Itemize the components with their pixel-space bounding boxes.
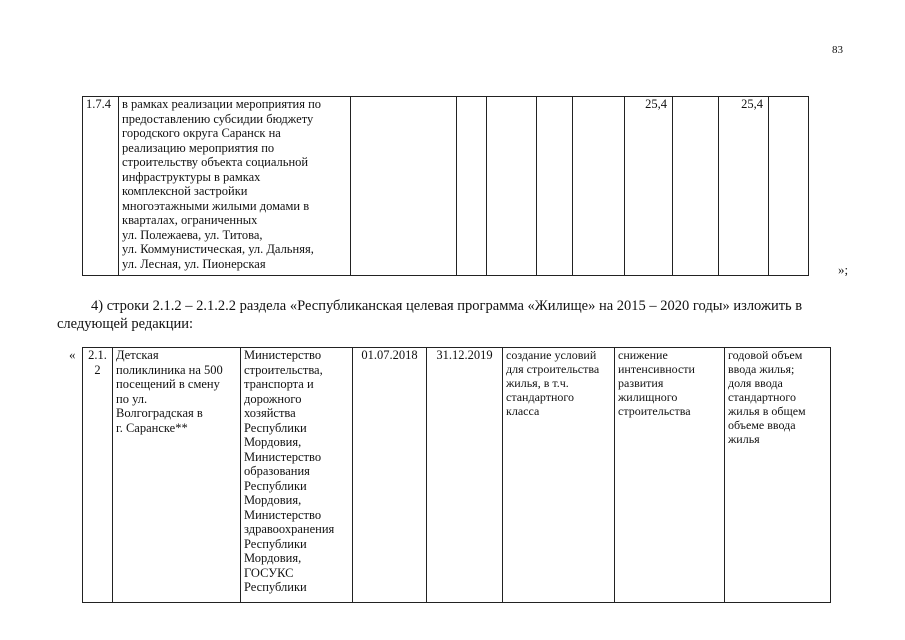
indicators: годовой объем ввода жилья; доля ввода стандартного жилья в общем объеме ввода жилья <box>725 348 831 603</box>
empty-cell <box>537 97 573 276</box>
page-number: 83 <box>832 44 843 56</box>
empty-cell <box>673 97 719 276</box>
table-continuation <box>82 96 809 276</box>
row-description: в рамках реализации мероприятия по предоставлению субсидии бюджету городского округа Саранск на реализацию мероприятия по строительству объекта социальной инфраструктуры в рамках комплексной застройки многоэтажными жилыми домами в кварталах, ограниченных ул. Полежаева, ул. Титова, ул. Коммунистическая, ул. Дальняя, ул. Лесная, ул. Пионерская <box>119 97 351 276</box>
empty-cell <box>573 97 625 276</box>
empty-cell <box>457 97 487 276</box>
risk-description: снижение интенсивности развития жилищного строительства <box>615 348 725 603</box>
empty-cell <box>769 97 809 276</box>
table-row <box>83 348 831 603</box>
object-name: Детская поликлиника на 500 посещений в смену по ул. Волгоградская в г. Саранске** <box>113 348 241 603</box>
closing-quote: »; <box>838 262 849 277</box>
opening-quote: « <box>69 347 76 362</box>
paragraph-line-2: следующей редакции: <box>57 316 194 332</box>
empty-cell <box>351 97 457 276</box>
row-code: 2.1. 2 <box>83 348 113 603</box>
amendment-paragraph <box>57 297 857 333</box>
executor-list: Министерство строительства, транспорта и дорожного хозяйства Республики Мордовия, Министерство образования Республики Мордовия, Министерство здравоохранения Республики Мордовия, ГОСУКС Республики <box>241 348 353 603</box>
value-cell-a: 25,4 <box>625 97 673 276</box>
table-new-rows <box>82 347 831 603</box>
end-date: 31.12.2019 <box>427 348 503 603</box>
start-date: 01.07.2018 <box>353 348 427 603</box>
paragraph-line-1: 4) строки 2.1.2 – 2.1.2.2 раздела «Республиканская целевая программа «Жилище» на 2015 – 2020 годы» изложить в <box>91 298 803 314</box>
expected-result: создание условий для строительства жилья, в т.ч. стандартного класса <box>503 348 615 603</box>
value-cell-b: 25,4 <box>719 97 769 276</box>
table-row <box>83 97 809 276</box>
empty-cell <box>487 97 537 276</box>
row-code: 1.7.4 <box>83 97 119 276</box>
